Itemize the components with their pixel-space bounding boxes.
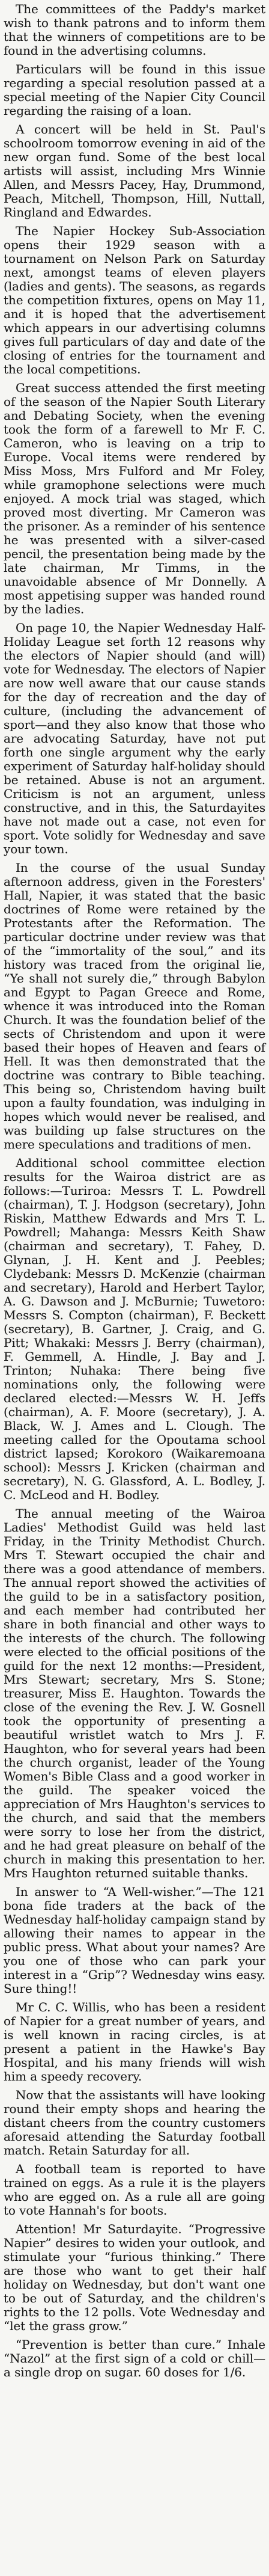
- news-item-paddys-market: The committees of the Paddy's market wish to thank patrons and to inform them that the winners of competitions are to be found in the advertising columns.: [4, 2, 265, 58]
- news-item-well-wisher-reply: In answer to “A Well-wisher.”—The 121 bona fide traders at the back of the Wednesday half-holiday campaign stand by allowing their names to appear in the public press. What about your names? Are you one of those who can park your interest in a “Grip”? Wednesday wins easy. Sure thing!!: [4, 1884, 265, 1996]
- news-item-debating-society: Great success attended the first meeting of the season of the Napier South Literary and Debating Society, when the evening took the form of a farewell to Mr F. C. Cameron, who is leaving on a trip to Europe. Vocal items were rendered by Miss Moss, Mrs Fulford and Mr Foley, while gramophone selections were much enjoyed. A mock trial was staged, which proved most diverting. Mr Cameron was the prisoner. As a reminder of his sentence he was presented with a silver-cased pencil, the presentation being made by the late chairman, Mr Timms, in the unavoidable absence of Mr Donnelly. A most appetising supper was handed round by the ladies.: [4, 381, 265, 616]
- news-item-football-eggs: A football team is reported to have trained on eggs. As a rule it is the players who are egged on. As a rule all are going to vote Hannah's for boots.: [4, 2162, 265, 2218]
- news-item-organ-fund-concert: A concert will be held in St. Paul's schoolroom tomorrow evening in aid of the new organ fund. Some of the best local artists will assist, including Mrs Winnie Allen, and Messrs Pacey, Hay, Drummond, Peach, Mitchell, Thompson, Hill, Nuttall, Ringland and Edwardes.: [4, 122, 265, 219]
- news-item-council-resolution: Particulars will be found in this issue regarding a special resolution passed at a special meeting of the Napier City Council regarding the raising of a loan.: [4, 62, 265, 118]
- news-item-half-holiday-league: On page 10, the Napier Wednesday Half-Holiday League set forth 12 reasons why the electors of Napier should (and will) vote for Wednesday. The electors of Napier are now well aware that our cause stands for the day of recreation and the day of culture, (including the advancement of sport—and they also know that those who are advocating Saturday, have not put forth one single argument why the early experiment of Saturday half-holiday should be retained. Abuse is not an argument. Criticism is not an argument, unless constructive, and in this, the Saturdayites have not made out a case, not even for sport. Vote solidly for Wednesday and save your town.: [4, 621, 265, 856]
- news-item-saturdayite-attention: Attention! Mr Saturdayite. “Progressive Napier” desires to widen your outlook, and stimulate your “furious thinking.” There are those who want to get their half holiday on Wednesday, but don't want one to be out of Saturday, and the children's rights to the 12 polls. Vote Wednesday and “let the grass grow.”: [4, 2222, 265, 2333]
- news-item-hockey-tournament: The Napier Hockey Sub-Association opens their 1929 season with a tournament on Nelson Park on Saturday next, amongst teams of eleven players (ladies and gents). The seasons, as regards the competition fixtures, opens on May 11, and it is hoped that the advertisement which appears in our advertising columns gives full particulars of day and date of the closing of entries for the tournament and the local competitions.: [4, 224, 265, 376]
- news-item-school-committees: Additional school committee election results for the Wairoa district are as follows:—Turiroa: Messrs T. L. Powdrell (chairman), T. J. Hodgson (secretary), John Riskin, Matthew Edwards and Mrs T. L. Powdrell; Mahanga: Messrs Keith Shaw (chairman and secretary), T. Fahey, D. Glynan, J. H. Kent and J. Peebles; Clydebank: Messrs D. McKenzie (chairman and secretary), Harold and Herbert Taylor, A. G. Dawson and J. McBurnie; Tuwetoro: Messrs S. Compton (chairman), F. Beckett (secretary), B. Gartner, J. Craig, and G. Pitt; Whakaki: Messrs J. Berry (chairman), F. Gemmell, A. Hindle, J. Bay and J. Trinton; Nuhaka: There being five nominations only, the following were declared elected:—Messrs W. H. Jeffs (chairman), A. F. Moore (secretary), J. A. Black, W. J. Ames and L. Clough. The meeting called for the Opoutama school district lapsed; Korokoro (Waikaremoana school): Messrs J. Kricken (chairman and secretary), N. G. Glassford, A. L. Bodley, J. C. McLeod and H. Bodley.: [4, 1156, 265, 1502]
- news-item-nazol-advert: “Prevention is better than cure.” Inhale “Nazol” at the first sign of a cold or chill—a single drop on sugar. 60 doses for 1/6.: [4, 2337, 265, 2379]
- news-item-saturday-assistants: Now that the assistants will have looking round their empty shops and hearing the distant cheers from the country customers aforesaid attending the Saturday football match. Retain Saturday for all.: [4, 2088, 265, 2157]
- news-item-willis-illness: Mr C. C. Willis, who has been a resident of Napier for a great number of years, and is well known in racing circles, is at present a patient in the Hawke's Bay Hospital, and his many friends will wish him a speedy recovery.: [4, 2000, 265, 2084]
- news-item-sunday-address: In the course of the usual Sunday afternoon address, given in the Foresters' Hall, Napier, it was stated that the basic doctrines of Rome were retained by the Protestants after the Reformation. The particular doctrine under review was that of the “immortality of the soul,” and its history was traced from the original lie, “Ye shall not surely die,” through Babylon and Egypt to Pagan Greece and Rome, whence it was introduced into the Roman Church. It was the foundation belief of the sects of Christendom and upon it were based their hopes of Heaven and fears of Hell. It was then demonstrated that the doctrine was contrary to Bible teaching. This being so, Christendom having built upon a faulty foundation, was indulging in hopes which would never be realised, and was building up false structures on the mere speculations and traditions of men.: [4, 860, 265, 1152]
- news-item-methodist-guild: The annual meeting of the Wairoa Ladies' Methodist Guild was held last Friday, in the Trinity Methodist Church. Mrs T. Stewart occupied the chair and there was a good attendance of members. The annual report showed the activities of the guild to be in a satisfactory position, and each member had contributed her share in both financial and other ways to the interests of the church. The following were elected to the official positions of the guild for the next 12 months:—President, Mrs Stewart; secretary, Mrs S. Stone; treasurer, Miss E. Haughton. Towards the close of the evening the Rev. J. W. Gosnell took the opportunity of presenting a beautiful wristlet watch to Mrs J. F. Haughton, who for several years had been the church organist, leader of the Young Women's Bible Class and a good worker in the guild. The speaker voiced the appreciation of Mrs Haughton's services to the church, and said that the members were sorry to lose her from the district, and he had great pleasure on behalf of the church in making this presentation to her. Mrs Haughton returned suitable thanks.: [4, 1506, 265, 1880]
